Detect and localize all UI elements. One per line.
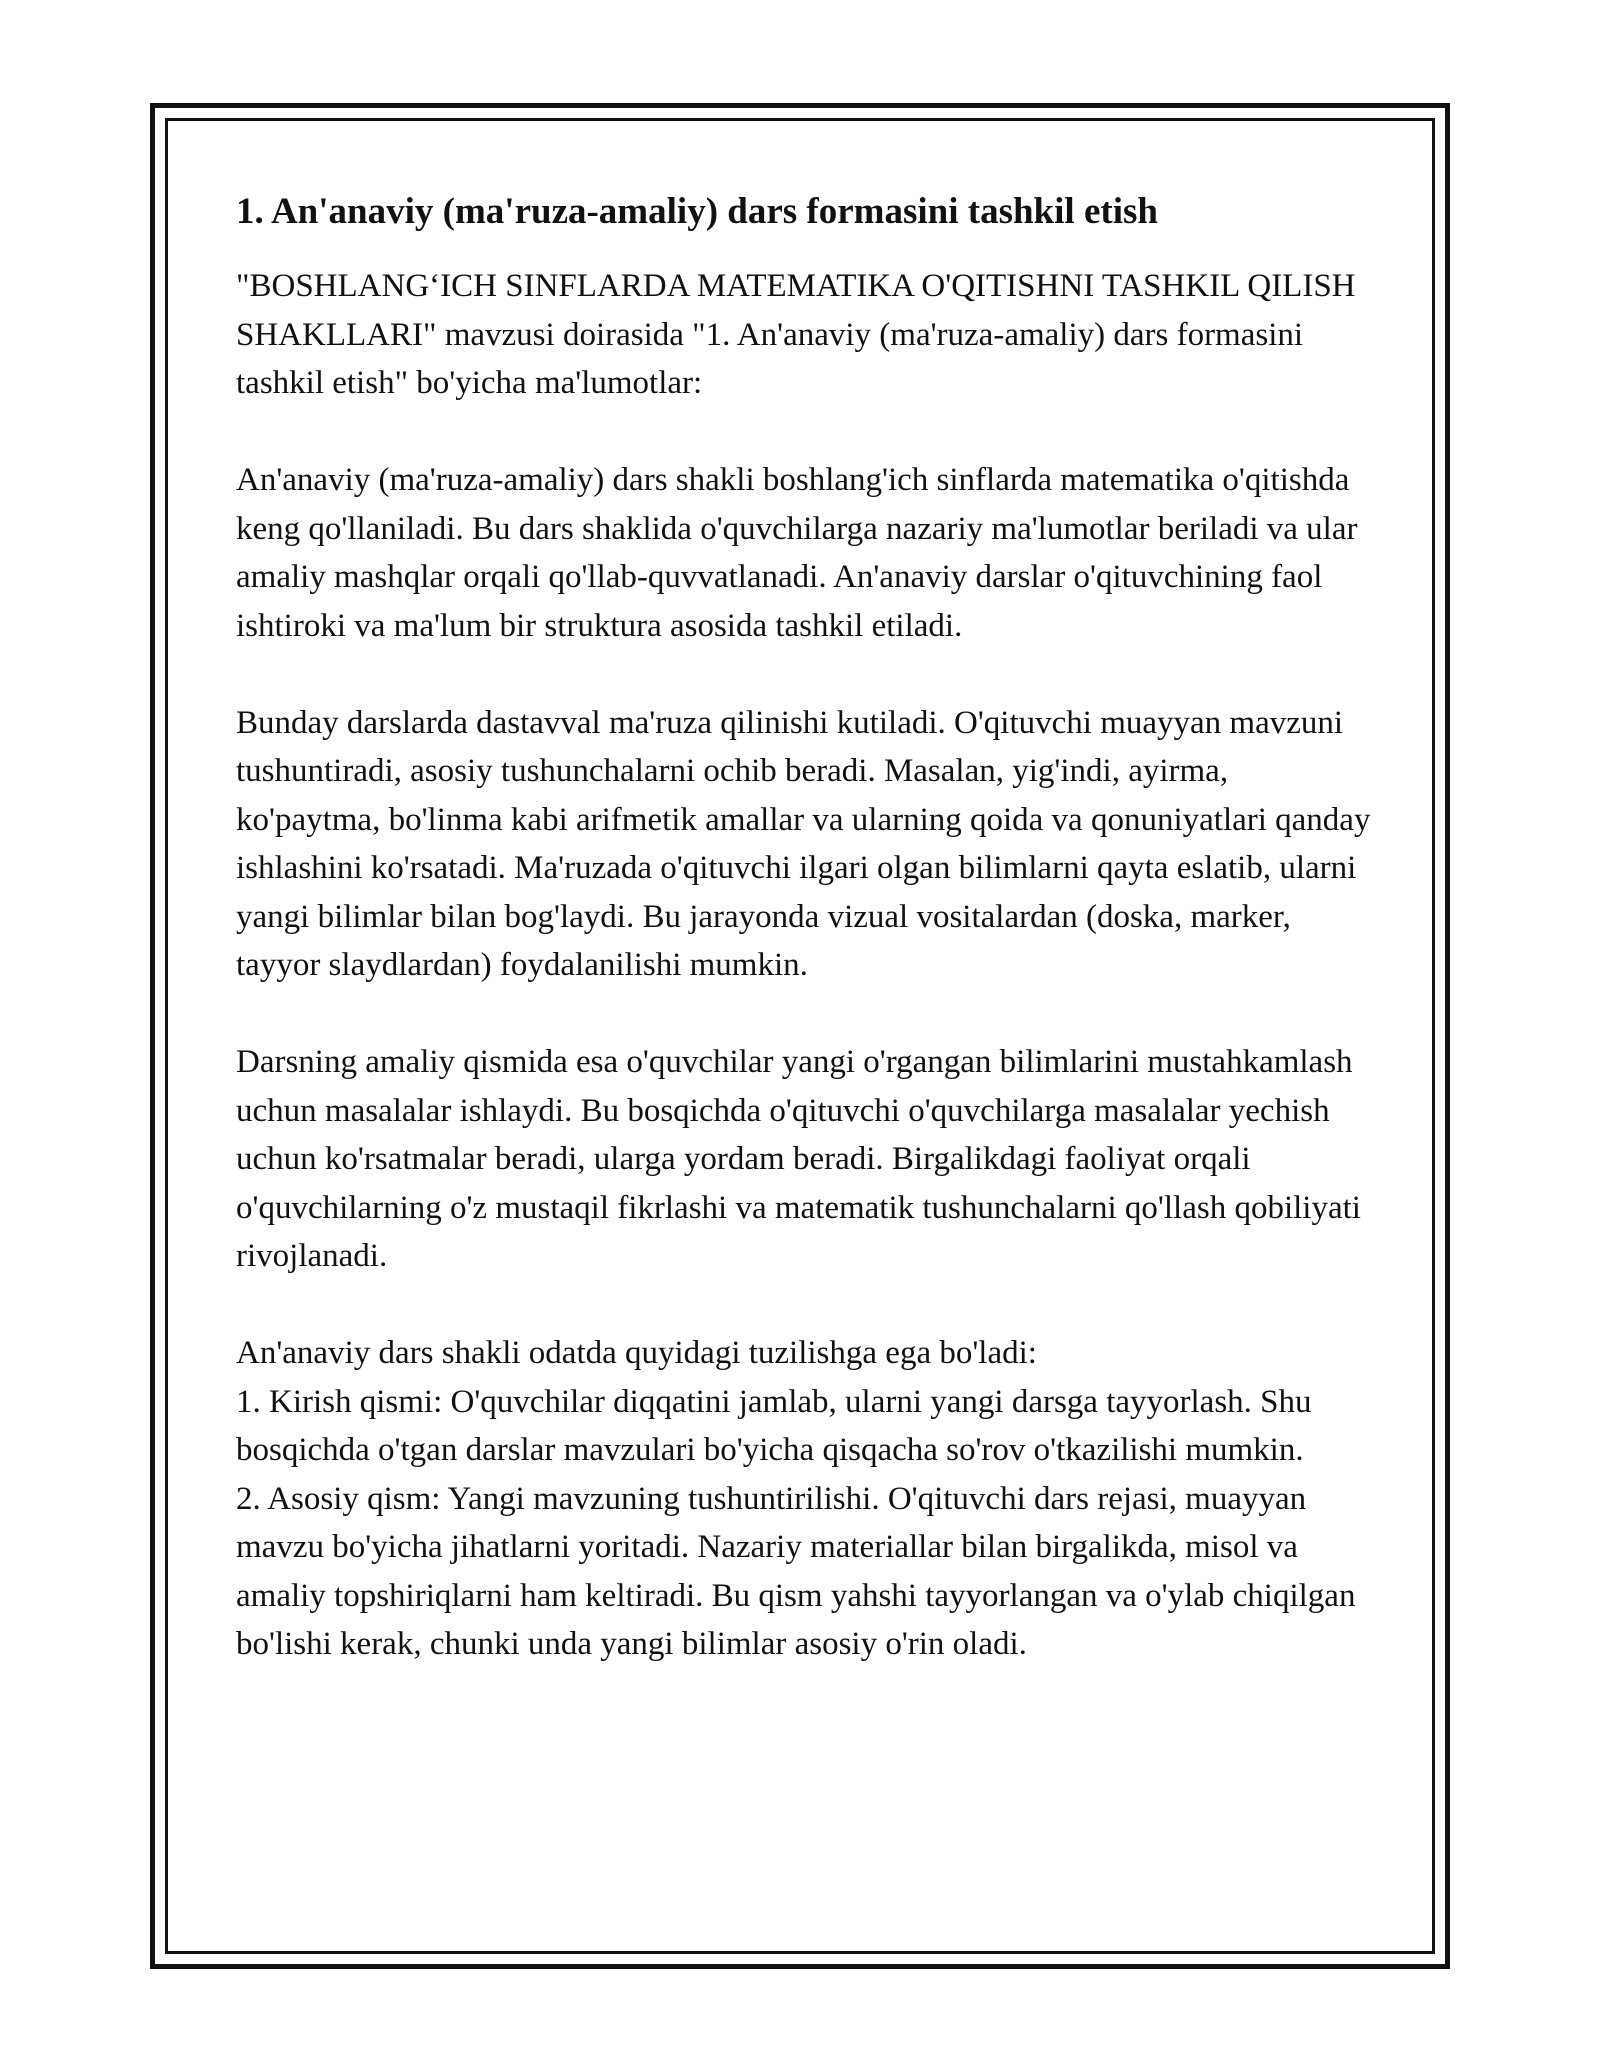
structure-item-main-part: 2. Asosiy qism: Yangi mavzuning tushuntirilishi. O'qituvchi dars rejasi, muayyan mavzu bo'yicha jihatlarni yoritadi. Nazariy materiallar bilan birgalikda, misol va amaliy topshiriqlarni ham keltiradi. Bu qism yahshi tayyorlangan va o'ylab chiqilgan bo'lishi kerak, chunki unda yangi bilimlar asosiy o'rin oladi. [236, 1480, 1356, 1662]
paragraph-lecture: Bunday darslarda dastavval ma'ruza qilinishi kutiladi. O'qituvchi muayyan mavzuni tushuntiradi, asosiy tushunchalarni ochib beradi. Masalan, yig'indi, ayirma, ko'paytma, bo'linma kabi arifmetik amallar va ularning qoida va qonuniyatlari qanday ishlashini ko'rsatadi. Ma'ruzada o'qituvchi ilgari olgan bilimlarni qayta eslatib, ularni yangi bilimlar bilan bog'laydi. Bu jarayonda vizual vositalardan (doska, marker, tayyor slaydlardan) foydalanilishi mumkin. [236, 704, 1371, 983]
intro-paragraph: "BOSHLANG‘ICH SINFLARDA MATEMATIKA O'QITISHNI TASHKIL QILISH SHAKLLARI" mavzusi doirasida "1. An'anaviy (ma'ruza-amaliy) dars formasini tashkil etish" bo'yicha ma'lumotlar: [236, 268, 1356, 401]
structure-item-introduction: 1. Kirish qismi: O'quvchilar diqqatini jamlab, ularni yangi darsga tayyorlash. Shu bosqichda o'tgan darslar mavzulari bo'yicha qisqacha so'rov o'tkazilishi mumkin. [236, 1383, 1312, 1468]
document-title: 1. An'anaviy (ma'ruza-amaliy) dars formasini tashkil etish [236, 191, 1158, 232]
document-body [236, 188, 1376, 1669]
structure-intro: An'anaviy dars shakli odatda quyidagi tuzilishga ega bo'ladi: [236, 1335, 1037, 1371]
paragraph-practice: Darsning amaliy qismida esa o'quvchilar yangi o'rgangan bilimlarini mustahkamlash uchun masalalar ishlaydi. Bu bosqichda o'qituvchi o'quvchilarga masalalar yechish uchun ko'rsatmalar beradi, ularga yordam beradi. Birgalikdagi faoliyat orqali o'quvchilarning o'z mustaqil fikrlashi va matematik tushunchalarni qo'llash qobiliyati rivojlanadi. [236, 1044, 1361, 1274]
paragraph-definition: An'anaviy (ma'ruza-amaliy) dars shakli boshlang'ich sinflarda matematika o'qitishda keng qo'llaniladi. Bu dars shaklida o'quvchilarga nazariy ma'lumotlar beriladi va ular amaliy mashqlar orqali qo'llab-quvvatlanadi. An'anaviy darslar o'qituvchining faol ishtiroki va ma'lum bir struktura asosida tashkil etiladi. [236, 462, 1358, 644]
